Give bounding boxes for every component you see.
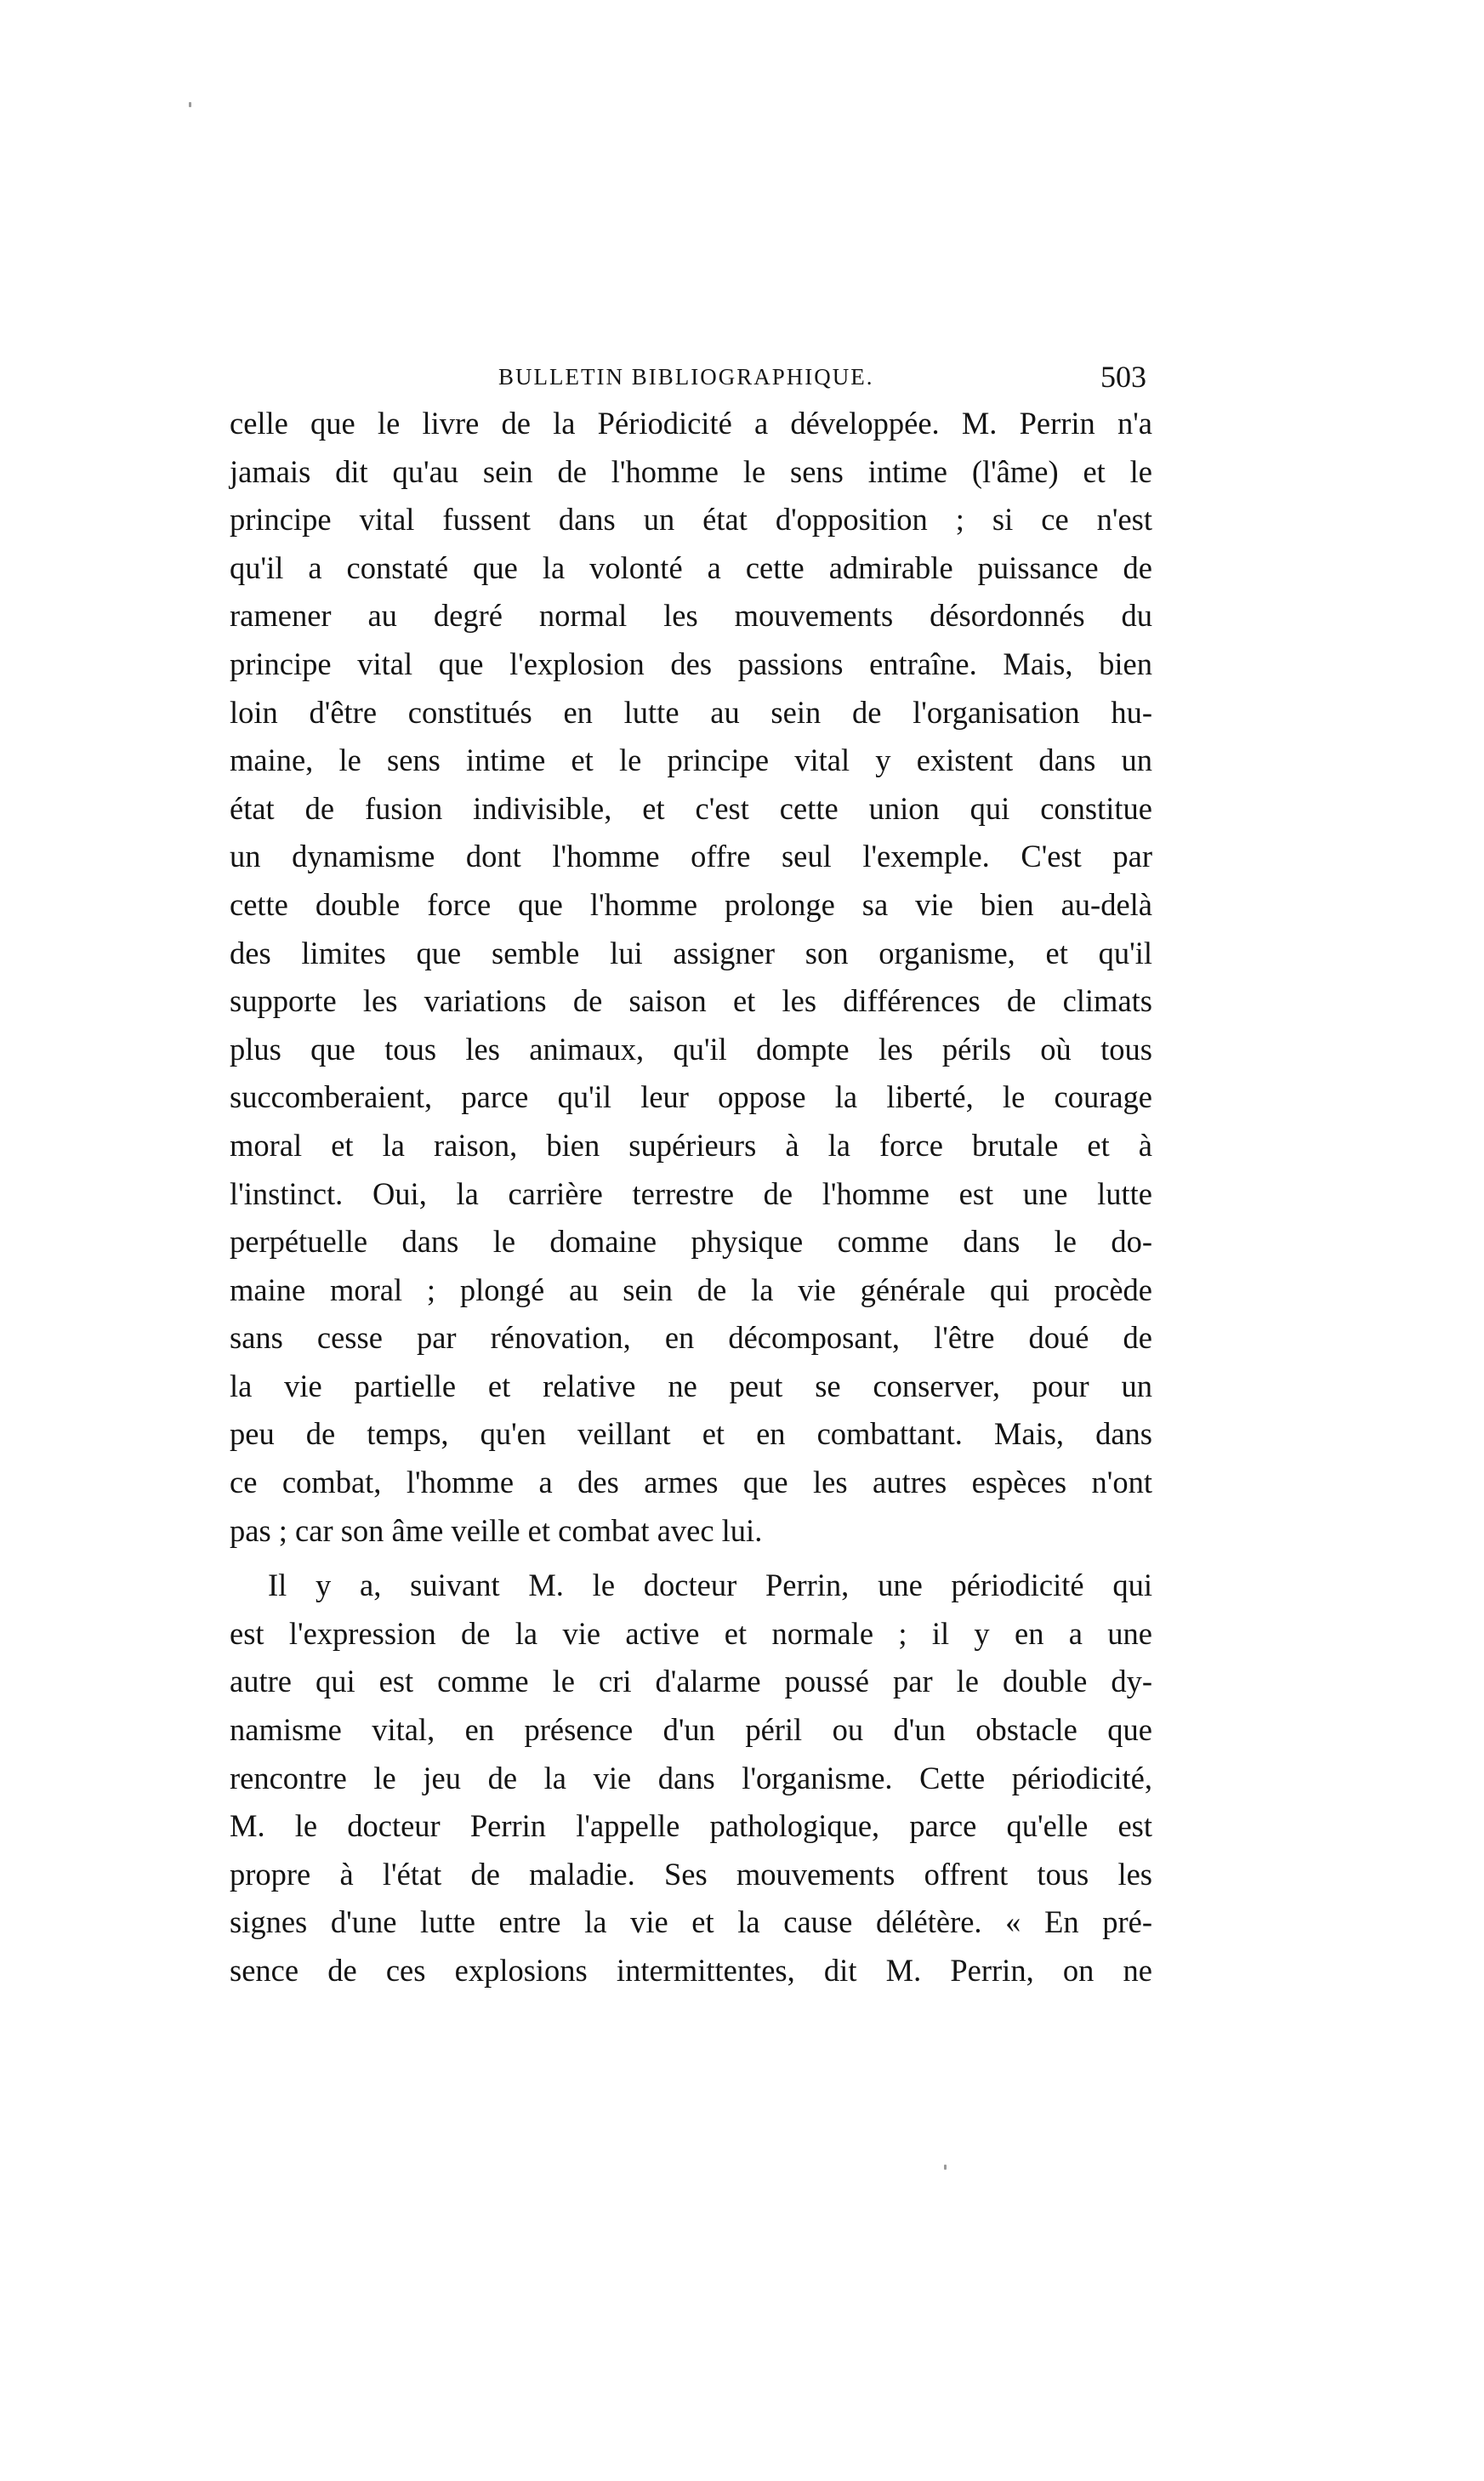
text-line: ce combat, l'homme a des armes que les autres espèces n'ont bbox=[230, 1465, 1152, 1500]
paragraph-1 bbox=[230, 400, 1152, 1555]
text-line: celle que le livre de la Périodicité a développée. M. Perrin n'a bbox=[230, 406, 1152, 441]
text-line: perpétuelle dans le domaine physique comme dans le do- bbox=[230, 1224, 1152, 1260]
running-title: BULLETIN BIBLIOGRAPHIQUE. bbox=[498, 364, 874, 390]
text-line: qu'il a constaté que la volonté a cette admirable puissance de bbox=[230, 549, 1152, 585]
text-line: des limites que semble lui assigner son organisme, et qu'il bbox=[230, 935, 1152, 970]
paper-speck bbox=[944, 2165, 947, 2170]
text-line: namisme vital, en présence d'un péril ou d'un obstacle que bbox=[230, 1712, 1152, 1748]
text-line: principe vital fussent dans un état d'opposition ; si ce n'est bbox=[230, 502, 1152, 538]
text-line: pas ; car son âme veille et combat avec lui. bbox=[230, 1512, 763, 1548]
text-line: jamais dit qu'au sein de l'homme le sens intime (l'âme) et le bbox=[230, 453, 1152, 489]
text-line: un dynamisme dont l'homme offre seul l'exemple. C'est par bbox=[230, 839, 1152, 874]
body-text bbox=[230, 400, 1152, 1995]
text-line: propre à l'état de maladie. Ses mouvements offrent tous les bbox=[230, 1856, 1152, 1892]
paragraph-gap bbox=[230, 1555, 1152, 1562]
text-line: état de fusion indivisible, et c'est cette union qui constitue bbox=[230, 790, 1152, 826]
text-line: maine, le sens intime et le principe vital y existent dans un bbox=[230, 743, 1152, 778]
text-line: autre qui est comme le cri d'alarme poussé par le double dy- bbox=[230, 1664, 1152, 1699]
text-line: la vie partielle et relative ne peut se conserver, pour un bbox=[230, 1368, 1152, 1403]
paragraph-2 bbox=[230, 1562, 1152, 1994]
text-line: l'instinct. Oui, la carrière terrestre de l'homme est une lutte bbox=[230, 1175, 1152, 1211]
text-line: est l'expression de la vie active et normale ; il y en a une bbox=[230, 1615, 1152, 1651]
text-line: cette double force que l'homme prolonge sa vie bien au-delà bbox=[230, 886, 1152, 922]
text-line: Il y a, suivant M. le docteur Perrin, une périodicité qui bbox=[268, 1568, 1152, 1603]
text-line: supporte les variations de saison et les différences de climats bbox=[230, 983, 1152, 1019]
text-line: principe vital que l'explosion des passions entraîne. Mais, bien bbox=[230, 646, 1152, 681]
text-line: ramener au degré normal les mouvements désordonnés du bbox=[230, 598, 1152, 634]
text-line: sence de ces explosions intermittentes, dit M. Perrin, on ne bbox=[230, 1953, 1152, 1988]
text-line: plus que tous les animaux, qu'il dompte les périls où tous bbox=[230, 1031, 1152, 1067]
paper-speck bbox=[189, 102, 191, 107]
text-line: M. le docteur Perrin l'appelle pathologique, parce qu'elle est bbox=[230, 1808, 1152, 1844]
text-line: rencontre le jeu de la vie dans l'organisme. Cette périodicité, bbox=[230, 1760, 1152, 1795]
text-line: sans cesse par rénovation, en décomposant, l'être doué de bbox=[230, 1320, 1152, 1356]
text-line: maine moral ; plongé au sein de la vie générale qui procède bbox=[230, 1272, 1152, 1307]
text-line: loin d'être constitués en lutte au sein de l'organisation hu- bbox=[230, 694, 1152, 730]
text-line: signes d'une lutte entre la vie et la cause délétère. « En pré- bbox=[230, 1904, 1152, 1940]
page-number: 503 bbox=[1100, 360, 1146, 394]
text-line: moral et la raison, bien supérieurs à la force brutale et à bbox=[230, 1127, 1152, 1163]
text-line: succomberaient, parce qu'il leur oppose la liberté, le courage bbox=[230, 1079, 1152, 1115]
text-line: peu de temps, qu'en veillant et en combattant. Mais, dans bbox=[230, 1416, 1152, 1452]
